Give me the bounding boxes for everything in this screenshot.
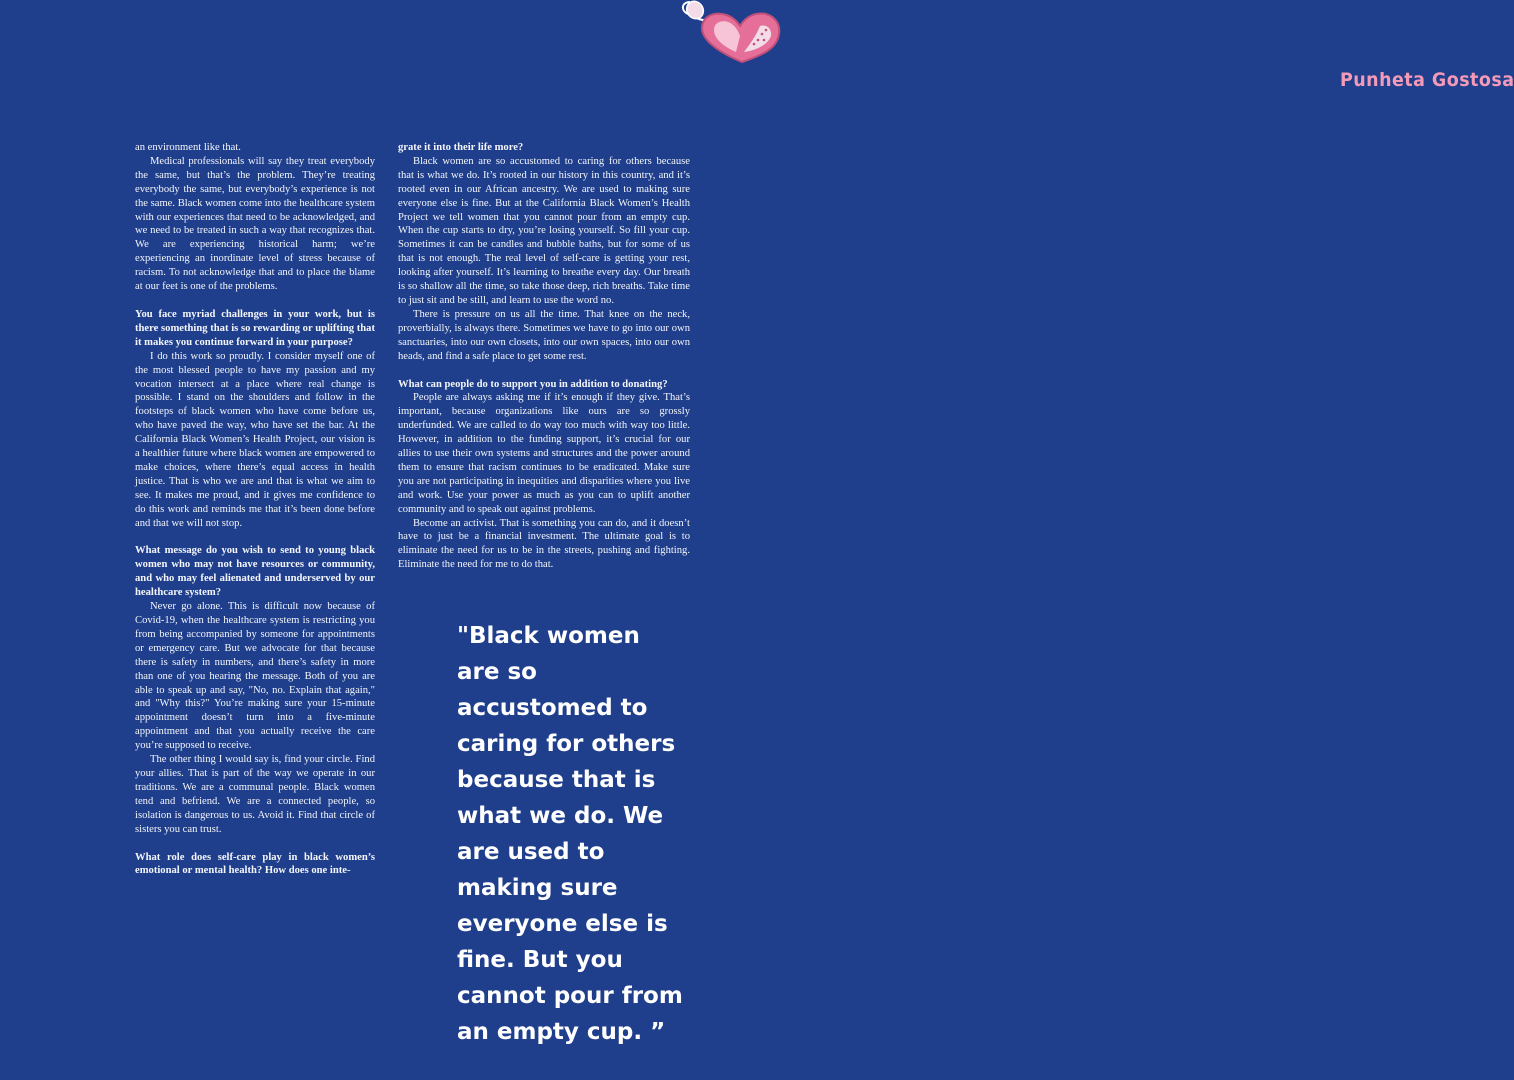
paragraph: I do this work so proudly. I consider myself one of the most blessed people to have my passion and my vocation intersect at a place where real change is possible. I stand on the shoulders and follow in the footsteps of black women who have come before us, who have paved the way, who have set the bar. At the California Black Women’s Health Project, our vision is a healthier future where black women are empowered to make choices, where there’s equal access in health justice. That is who we are and that is what we aim to see. It makes me proud, and it gives me confidence to do this work and reminds me that it’s been done before and that we will not stop. bbox=[135, 350, 375, 529]
left-column bbox=[135, 141, 375, 878]
paragraph: The other thing I would say is, find your circle. Find your allies. That is part of the way we operate in our traditions. We are a communal people. Black women tend and befriend. We are a connected people, so isolation is dangerous to us. Avoid it. Find that circle of sisters you can trust. bbox=[135, 754, 375, 835]
paragraph: Black women are so accustomed to caring for others because that is what we do. It’s rooted in our history in this country, and it’s rooted even in our African ancestry. We are used to making sure everyone else is fine. But at the California Black Women’s Health Project we tell women that you cannot pour from an empty cup. When the cup starts to dry, you’re losing yourself. So fill your cup. Sometimes it can be candles and bubble baths, but for some of us that is not enough. The real level of self-care is getting your rest, looking after yourself. It’s learning to breathe every day. Our breath is so shallow all the time, so take those deep, rich breaths. Take time to just sit and be still, and learn to use the word no. bbox=[398, 155, 690, 306]
interview-question: What message do you wish to send to young black women who may not have resources or community, and who may feel alienated and underserved by our healthcare system? bbox=[135, 545, 375, 599]
interview-question: You face myriad challenges in your work, but is there something that is so rewarding or uplifting that it makes you continue forward in your purpose? bbox=[135, 308, 375, 348]
paragraph: There is pressure on us all the time. That knee on the neck, proverbially, is always there. Sometimes we have to go into our own sanctuaries, into our own closets, into our own spaces, into our own heads, and find a safe place to get some rest. bbox=[398, 308, 690, 362]
right-column bbox=[398, 141, 690, 572]
interview-question: grate it into their life more? bbox=[398, 142, 524, 153]
paragraph: an environment like that. bbox=[135, 142, 241, 153]
pull-quote: "Black women are so accustomed to caring for others because that is what we do. We are used to making sure everyone else is fine. But you cannot pour from an empty cup. ” bbox=[457, 623, 683, 1045]
paragraph: Never go alone. This is difficult now because of Covid-19, when the healthcare system is restricting you from being accompanied by someone for appointments or emergency care. But we advocate for that because there is safety in numbers, and there’s safety in more than one of you hearing the message. Both of you are able to speak up and say, "No, no. Explain that again," and "Why this?" You’re making sure your 15-minute appointment doesn’t turn into a five-minute appointment and that you actually receive the care you’re supposed to receive. bbox=[135, 601, 375, 752]
logo-text: Punheta Gostosa bbox=[1340, 69, 1514, 91]
paragraph: Become an activist. That is something you can do, and it doesn’t have to just be a financial investment. The ultimate goal is to eliminate the need for us to be in the streets, pushing and fighting. Eliminate the need for me to do that. bbox=[398, 517, 690, 571]
interview-question: What role does self-care play in black women’s emotional or mental health? How does one inte- bbox=[135, 851, 375, 877]
site-logo[interactable] bbox=[668, 0, 1514, 100]
interview-question: What can people do to support you in addition to donating? bbox=[398, 378, 668, 390]
paragraph: People are always asking me if it’s enough if they give. That’s important, because organizations like ours are so grossly underfunded. We are called to do way too much with way too little. However, in addition to the funding support, it’s crucial for our allies to use their own systems and structures and the power around them to ensure that racism continues to be eradicated. Make sure you are not participating in inequities and disparities where you live and work. Use your power as much as you can to uplift another community and to speak out against problems. bbox=[398, 392, 690, 515]
heart-mouse-icon bbox=[668, 0, 825, 100]
paragraph: Medical professionals will say they treat everybody the same, but that’s the problem. They’re treating everybody the same, but everybody’s experience is not the same. Black women come into the healthcare system with our experiences that need to be acknowledged, and we need to be treated in such a way that recognizes that. We are experiencing historical harm; we’re experiencing an inordinate level of stress because of racism. To not acknowledge that and to place the blame at our feet is one of the problems. bbox=[135, 155, 375, 293]
